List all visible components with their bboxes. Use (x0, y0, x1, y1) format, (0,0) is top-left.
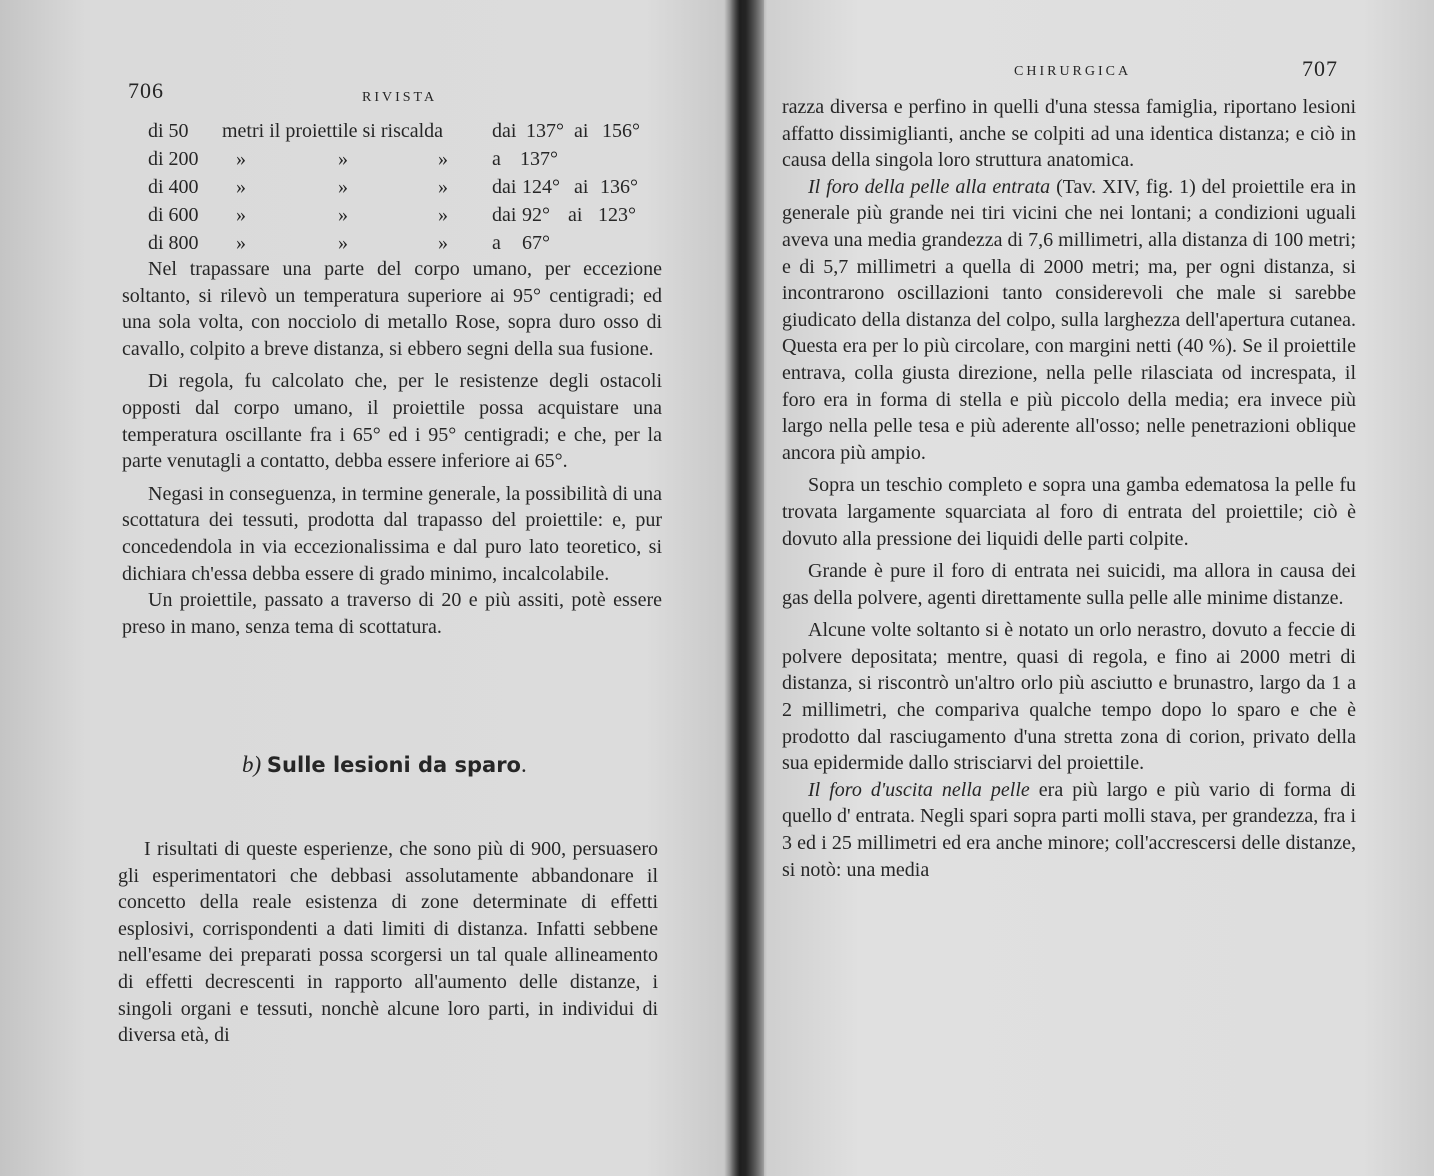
paragraph-text: Alcune volte soltanto si è notato un orlo nerastro, dovuto a feccie di polvere depositata; mentre, quasi di regola, e fino ai 2000 metri di distanza, si riscontrò un'altro orlo più asciutto e brunastro, largo da 1 a 2 millimetri, che compariva qualche tempo dopo lo sparo e che è prodotto dal rasciugamento d'una stretta zona di corion, privato della sua epidermide dallo strisciarvi del proiettile. (782, 619, 1356, 775)
table-cell: » (236, 232, 246, 254)
paragraph (782, 472, 1356, 552)
paragraph-text: razza diversa e perfino in quelli d'una stessa famiglia, riportano lesioni affatto dissimiglianti, anche se colpiti ad una identica distanza; e ciò in causa della singola loro struttura anatomica. (782, 96, 1356, 172)
paragraph: I risultati di queste esperienze, che sono più di 900, persuasero gli esperimentatori che debbasi assolutamente abbandonare il concetto della reale esistenza di zone determinate di effetti esplosivi, corrispondenti a dati limiti di distanza. Infatti sebbene nell'esame dei preparati possa scorgersi un tal quale allineamento di effetti decrescenti in rapporto all'aumento delle distanze, i singoli organi e tessuti, nonchè alcune loro parti, in individui di diversa età, di (118, 838, 658, 1047)
page-number: 706 (128, 78, 164, 103)
paragraph (782, 617, 1356, 777)
paragraph (782, 558, 1356, 611)
table-cell: ai (568, 204, 583, 226)
table-cell: » (236, 204, 246, 226)
table-cell: » (338, 176, 348, 198)
table-cell: 92° (522, 204, 550, 226)
table-cell: 67° (522, 232, 550, 254)
table-cell: » (438, 176, 448, 198)
italic-lead: Il foro d'uscita nella pelle (808, 778, 1030, 801)
paragraph-text: Grande è pure il foro di entrata nei suicidi, ma allora in causa dei gas della polvere, agenti direttamente sulla pelle alle minime distanze. (782, 560, 1356, 609)
paragraph (782, 174, 1356, 467)
table-cell: 123° (598, 204, 636, 226)
table-cell: » (338, 204, 348, 226)
table-cell: di 600 (148, 204, 199, 226)
running-head: RIVISTA (362, 90, 438, 105)
paragraph-text: Sopra un teschio completo e sopra una gamba edematosa la pelle fu trovata largamente squarciata al foro di entrata del proiettile; ciò è dovuto alla pressione dei liquidi delle parti colpite. (782, 474, 1356, 550)
heading-letter: b) (242, 752, 262, 777)
left-body-text-2 (118, 836, 658, 1049)
paragraph: Un proiettile, passato a traverso di 20 e più assiti, potè essere preso in mano, senza tema di scottatura. (122, 589, 662, 638)
right-page (764, 0, 1434, 1176)
table-cell: metri il proiettile si riscalda (222, 120, 444, 142)
table-cell: 156° (602, 120, 640, 142)
paragraph (782, 777, 1356, 883)
running-head: CHIRURGICA (1014, 64, 1132, 79)
table-cell: di 400 (148, 176, 199, 198)
paragraph: Di regola, fu calcolato che, per le resistenze degli ostacoli opposti dal corpo umano, il proiettile possa acquistare una temperatura oscillante fra i 65° ed i 95° centigradi; e che, per la parte venutagli a contatto, debba essere inferiore ai 65°. (122, 370, 662, 473)
table-cell: di 800 (148, 232, 199, 254)
table-cell: » (438, 232, 448, 254)
heading-text: Sulle lesioni da sparo (266, 753, 521, 777)
table-cell: 137° (526, 120, 564, 142)
table-cell: ai (574, 176, 589, 198)
table-cell: 124° (522, 176, 560, 198)
heading-period: . (520, 752, 527, 777)
table-cell: ai (574, 120, 589, 142)
table-cell: » (236, 148, 246, 170)
table-cell: » (438, 148, 448, 170)
left-body-text (122, 256, 662, 640)
italic-lead: Il foro della pelle alla entrata (808, 175, 1051, 198)
page-number: 707 (1302, 56, 1338, 81)
table-cell: » (438, 204, 448, 226)
table-cell: 136° (600, 176, 638, 198)
table-cell: a (492, 148, 501, 170)
table-cell: » (338, 232, 348, 254)
paragraph (782, 94, 1356, 174)
table-cell: a (492, 232, 501, 254)
table-cell: dai (492, 204, 517, 226)
table-cell: di 50 (148, 120, 189, 142)
right-body-text (782, 94, 1356, 883)
paragraph: Negasi in conseguenza, in termine generale, la possibilità di una scottatura dei tessuti, prodotta dal trapasso del proiettile: e, pur concedendola in via eccezionalissima e dal puro lato teoretico, si dichiara ch'essa debba essere di grado minimo, incalcolabile. (122, 482, 662, 585)
table-cell: » (236, 176, 246, 198)
book-gutter (730, 0, 764, 1176)
paragraph-text: (Tav. XIV, fig. 1) del proiettile era in generale più grande nei tiri vicini che nei lontani; a condizioni uguali aveva una media grandezza di 7,6 millimetri, alla distanza di 100 metri; e di 5,7 millimetri a quella di 2000 metri; ma, per ogni distanza, si incontrarono oscillazioni tanto considerevoli che male si sarebbe giudicato della distanza del colpo, sulla larghezza dell'apertura cutanea. Questa era per lo più circolare, con margini netti (40 %). Se il proiettile entrava, colla giusta direzione, nella pelle rilasciata od increspata, il foro era in forma di stella e più piccolo della media; era invece più largo nella pelle tesa e più aderente all'osso; nelle penetrazioni oblique ancora più ampio. (782, 175, 1356, 464)
table-cell: dai (492, 120, 517, 142)
section-heading (242, 752, 527, 778)
table-cell: 137° (520, 148, 558, 170)
table-cell: di 200 (148, 148, 199, 170)
table-cell: dai (492, 176, 517, 198)
paragraph-text: era più largo e più vario di forma di quello d' entrata. Negli spari sopra parti molli stava, per grandezza, fra i 3 ed i 25 millimetri ed era anche minore; coll'accrescersi delle distanze, si notò: una media (782, 778, 1356, 881)
table-cell: » (338, 148, 348, 170)
paragraph: Nel trapassare una parte del corpo umano, per eccezione soltanto, si rilevò un temperatura superiore ai 95° centigradi; ed una sola volta, con nocciolo di metallo Rose, sopra duro osso di cavallo, colpito a breve distanza, si ebbero segni della sua fusione. (122, 258, 662, 360)
